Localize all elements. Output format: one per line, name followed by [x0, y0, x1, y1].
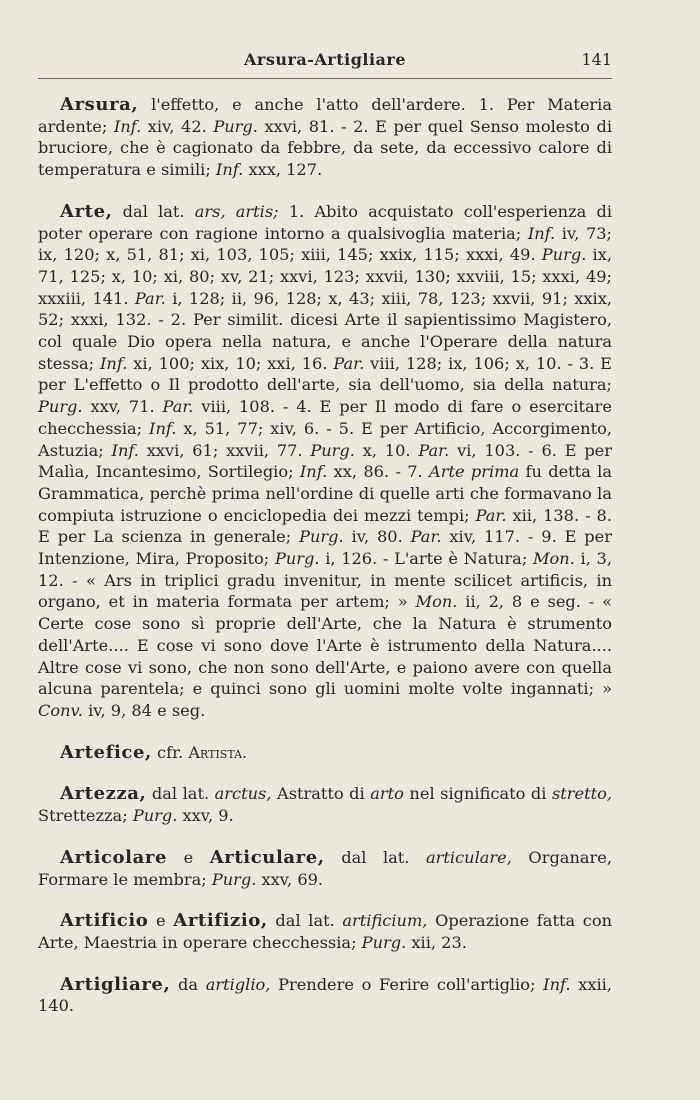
dictionary-entry: [38, 201, 612, 722]
italic-reference: Inf.: [100, 353, 128, 373]
dictionary-entry: [38, 742, 612, 764]
dictionary-entry: [38, 974, 612, 1017]
entry-text: x, 51, 77; xiv, 6. - 5. E per Artificio, Accorgimento, Astuzia;: [38, 418, 612, 460]
dictionary-entry: [38, 847, 612, 890]
italic-reference: Inf.: [527, 223, 556, 243]
italic-reference: Inf.: [215, 160, 244, 180]
dictionary-entry: [38, 910, 612, 953]
entry-text: ix, 71, 125; x, 10; xi, 80; xv, 21; xxvi, 123; xxvii, 130; xxviii, 15; xxxi, 49; xxxiii, 141.: [38, 245, 612, 308]
italic-reference: Purg.: [299, 527, 344, 547]
entry-text: ii, 2, 8 e seg. - « Certe cose sono sì proprie dell'Arte, che la Natura è strumento dell'Arte.... E cose vi sono dove l'Arte è istrumento della Natura.... Altre cose vi sono, che non sono dell'Arte, e paiono avere con quella alcuna parentela; e quinci sono gli uomini molte volte ingannati; »: [38, 592, 612, 699]
entry-headword: Artifizio,: [173, 910, 268, 932]
italic-reference: Par.: [134, 288, 166, 308]
running-title: Arsura-Artigliare: [243, 50, 407, 69]
entry-text: iv, 80.: [343, 527, 411, 547]
running-header: [38, 50, 612, 76]
entry-text: dal lat.: [324, 847, 427, 867]
entry-text: dal lat.: [146, 784, 215, 804]
italic-reference: Purg.: [361, 932, 407, 952]
entry-text: xxvi, 81. - 2. E per quel Senso molesto di bruciore, che è cagionato da febbre, da sete, da eccessivo calore di temperatura e simili;: [38, 116, 612, 180]
entry-text: xii, 138. - 8. E per La scienza in generale;: [38, 505, 612, 547]
entry-headword: Artificio: [60, 910, 149, 932]
italic-reference: Inf.: [299, 462, 328, 482]
italic-reference: artificium,: [342, 911, 428, 931]
entry-text: xxv, 9.: [177, 806, 234, 826]
italic-reference: Purg.: [38, 397, 83, 417]
entry-text: fu detta la Grammatica, perchè prima nell'ordine di quelle arti che formavano la compiuta istruzione o enciclopedia dei mezzi tempi;: [38, 462, 612, 525]
entry-text: xxvi, 61; xxvii, 77.: [138, 440, 311, 460]
entry-text: da: [170, 974, 206, 994]
entry-text: xiv, 117. - 9. E per Intenzione, Mira, Proposito;: [38, 527, 612, 569]
entry-text: e: [148, 911, 174, 931]
entry-text: viii, 108. - 4. E per Il modo di fare o esercitare checchessia;: [38, 397, 612, 438]
italic-reference: artiglio,: [205, 974, 271, 994]
italic-reference: Purg.: [274, 549, 320, 569]
dictionary-entry: [38, 783, 612, 826]
entry-text: cfr.: [151, 742, 189, 762]
italic-reference: Purg.: [310, 440, 355, 460]
italic-reference: Arte prima: [429, 462, 520, 482]
italic-reference: Mon.: [415, 592, 458, 612]
entry-text: dal lat.: [112, 201, 195, 221]
entry-text: Organare, Formare le membra;: [38, 847, 612, 889]
entry-text: i, 128; ii, 96, 128; x, 43; xiii, 78, 123; xxvii, 91; xxix, 52; xxxi, 132. - 2. Per similit. dicesi Arte il sapientissimo Magistero, col quale Dio opera nella natura, e anche l'Operare della natura stessa;: [38, 288, 612, 373]
italic-reference: Purg.: [211, 869, 257, 889]
italic-reference: Mon.: [532, 549, 575, 569]
entry-text: i, 126. - L'arte è Natura;: [319, 549, 533, 569]
dictionary-entry: [38, 94, 612, 181]
italic-reference: Par.: [162, 397, 194, 417]
italic-reference: Inf.: [113, 116, 142, 136]
small-caps-reference: Artista.: [188, 742, 248, 762]
italic-reference: Inf.: [149, 418, 177, 438]
entry-text: e: [167, 847, 210, 867]
italic-reference: ars, artis;: [194, 201, 279, 221]
italic-reference: Par.: [333, 353, 365, 373]
entry-headword: Arsura,: [60, 94, 139, 115]
italic-reference: stretto,: [551, 784, 612, 804]
entry-text: xxv, 71.: [82, 397, 163, 417]
entry-text: iv, 73; ix, 120; x, 51, 81; xi, 103, 105; xiii, 145; xxix, 115; xxxi, 49.: [38, 223, 612, 265]
entry-text: Prendere o Ferire coll'artiglio;: [270, 974, 544, 994]
entry-text: x, 10.: [354, 440, 419, 460]
page-number: 141: [581, 50, 612, 69]
italic-reference: articulare,: [426, 847, 512, 867]
header-rule: [38, 78, 612, 79]
italic-reference: Par.: [410, 527, 442, 547]
entry-headword: Artefice,: [60, 741, 152, 763]
entry-text: xx, 86. - 7.: [327, 462, 430, 482]
entry-text: Astratto di: [271, 784, 371, 804]
entry-text: xxx, 127.: [243, 160, 323, 180]
entry-headword: Artigliare,: [60, 973, 171, 995]
entries-column: [38, 94, 612, 1037]
entry-text: dal lat.: [267, 911, 343, 931]
entry-text: iv, 9, 84 e seg.: [82, 700, 206, 720]
italic-reference: Par.: [475, 505, 507, 525]
entry-text: viii, 128; ix, 106; x, 10. - 3. E per L'effetto o Il prodotto dell'arte, sia dell'uomo, sia della natura;: [38, 353, 612, 395]
italic-reference: Inf.: [543, 974, 571, 994]
entry-text: 1. Abito acquistato coll'esperienza di poter operare con ragione intorno a qualsivoglia materia;: [38, 201, 612, 243]
entry-headword: Articulare,: [209, 846, 325, 868]
italic-reference: Inf.: [111, 440, 139, 460]
italic-reference: Purg.: [132, 806, 178, 826]
italic-reference: arctus,: [214, 784, 272, 804]
entry-headword: Articolare: [60, 846, 168, 868]
italic-reference: Purg.: [213, 116, 258, 136]
entry-text: vi, 103. - 6. E per Malìa, Incantesimo, Sortilegio;: [38, 440, 612, 482]
entry-text: xiv, 42.: [141, 116, 214, 136]
entry-headword: Arte,: [60, 200, 113, 222]
entry-headword: Artezza,: [60, 783, 147, 805]
entry-text: xxv, 69.: [256, 869, 324, 889]
entry-text: xii, 23.: [406, 932, 467, 952]
italic-reference: Conv.: [38, 700, 83, 720]
entry-text: xi, 100; xix, 10; xxi, 16.: [127, 353, 334, 373]
entry-text: l'effetto, e anche l'atto dell'ardere. 1. Per Materia ardente;: [38, 95, 612, 136]
italic-reference: Purg.: [541, 245, 587, 265]
italic-reference: arto: [370, 784, 404, 804]
italic-reference: Par.: [418, 440, 450, 460]
entry-text: xxii, 140.: [38, 974, 612, 1016]
entry-text: Strettezza;: [38, 806, 133, 826]
entry-text: Operazione fatta con Arte, Maestria in operare checchessia;: [38, 911, 612, 952]
entry-text: nel significato di: [403, 784, 552, 804]
entry-text: i, 3, 12. - « Ars in triplici gradu invenitur, in mente scilicet artificis, in organo, et in materia formata per artem; »: [38, 549, 613, 612]
